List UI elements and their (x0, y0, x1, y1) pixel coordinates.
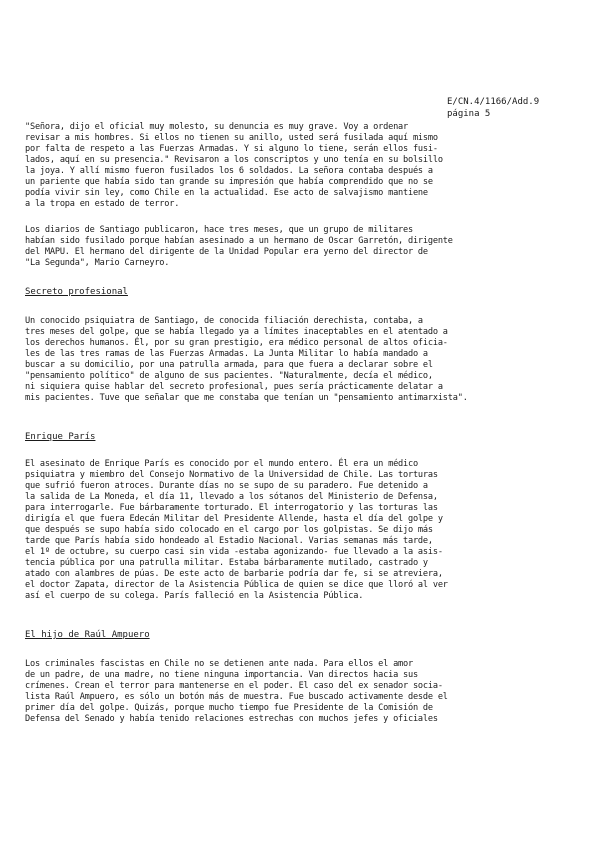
text-line: Los diarios de Santiago publicaron, hace tres meses, que un grupo de militares (25, 225, 413, 235)
text-line: lista Raúl Ampuero, es sólo un botón más de muestra. Fue buscado activamente desde el (25, 692, 448, 702)
text-line: a la tropa en estado de terror. (25, 199, 180, 209)
text-line: los derechos humanos. Él, por su gran prestigio, era médico personal de altos oficia- (25, 338, 448, 348)
text-line: tres meses del golpe, que se había llegado ya a límites inaceptables en el atentado a (25, 327, 448, 337)
text-line: Defensa del Senado y había tenido relaciones estrechas con muchos jefes y oficiales (25, 714, 438, 724)
text-line: atado con alambres de púas. De este acto de barbarie podría dar fe, si se atreviera, (25, 569, 443, 579)
text-line: tencia pública por una patrulla militar. Estaba bárbaramente mutilado, castrado y (25, 558, 428, 568)
text-line: la salida de La Moneda, el día 11, llevado a los sótanos del Ministerio de Defensa, (25, 492, 438, 502)
text-line: del MAPU. El hermano del dirigente de la Unidad Popular era yerno del director de (25, 247, 428, 257)
text-line: "pensamiento político" de alguno de sus pacientes. "Naturalmente, decía el médico, (25, 371, 433, 381)
text-line: buscar a su domicilio, por una patrulla armada, para que fuera a declarar sobre el (25, 360, 433, 370)
text-line: un pariente que había sido tan grande su impresión que había comprendido que no se (25, 177, 433, 187)
text-line: para interrogarle. Fue bárbaramente torturado. El interrogatorio y las torturas las (25, 503, 438, 513)
document-header (447, 96, 539, 120)
text-line: Un conocido psiquiatra de Santiago, de conocida filiación derechista, contaba, a (25, 316, 423, 326)
text-line: que sufrió fueron atroces. Durante días no se supo de su paradero. Fue detenido a (25, 481, 428, 491)
text-line: dirigía el que fuera Edecán Militar del Presidente Allende, hasta el día del golpe y (25, 514, 443, 524)
text-line: ni siquiera quise hablar del secreto profesional, pues sería prácticamente delatar a (25, 382, 443, 392)
text-line: les de las tres ramas de las Fuerzas Armadas. La Junta Militar lo había mandado a (25, 349, 428, 359)
text-line: el doctor Zapata, director de la Asistencia Pública de quien se dice que lloró al ver (25, 580, 448, 590)
text-line: Los criminales fascistas en Chile no se detienen ante nada. Para ellos el amor (25, 659, 413, 669)
document-reference: E/CN.4/1166/Add.9 (447, 97, 540, 107)
text-line: crímenes. Crean el terror para mantenerse en el poder. El caso del ex senador socia- (25, 681, 443, 691)
text-line: El asesinato de Enrique París es conocido por el mundo entero. Él era un médico (25, 459, 418, 469)
text-line: por falta de respeto a las Fuerzas Armadas. Y si alguno lo tiene, serán ellos fusi- (25, 144, 438, 154)
page-number: página 5 (447, 109, 491, 119)
text-line: tarde que París había sido hondeado al Estadio Nacional. Varias semanas más tarde, (25, 536, 433, 546)
text-line: la joya. Y allí mismo fueron fusilados los 6 soldados. La señora contaba después a (25, 166, 433, 176)
text-line: lados, aquí en su presencia." Revisaron a los conscriptos y uno tenía en su bolsillo (25, 155, 443, 165)
text-line: psiquiatra y miembro del Consejo Normativo de la Universidad de Chile. Las torturas (25, 470, 438, 480)
text-line: "Señora, dijo el oficial muy molesto, su denuncia es muy grave. Voy a ordenar (25, 122, 408, 132)
text-line: "La Segunda", Mario Carneyro. (25, 258, 170, 268)
text-line: habían sido fusilado porque habían asesinado a un hermano de Oscar Garretón, dirigente (25, 236, 453, 246)
section-heading: Secreto profesional (25, 287, 128, 297)
text-line: revisar a mis hombres. Si ellos no tienen su anillo, usted será fusilada aquí mismo (25, 133, 438, 143)
section-heading: El hijo de Raúl Ampuero (25, 630, 150, 640)
text-line: primer día del golpe. Quizás, porque mucho tiempo fue Presidente de la Comisión de (25, 703, 433, 713)
text-line: podía vivir sin ley, como Chile en la actualidad. Ese acto de salvajismo mantiene (25, 188, 428, 198)
section-heading: Enrique París (25, 432, 96, 442)
text-line: mis pacientes. Tuve que señalar que me constaba que tenían un "pensamiento antimarxista". (25, 393, 468, 403)
text-line: el 1º de octubre, su cuerpo casi sin vida -estaba agonizando- fue llevado a la asis- (25, 547, 443, 557)
text-line: así el cuerpo de su colega. París falleció en la Asistencia Pública. (25, 591, 364, 601)
text-line: que después se supo había sido colocado en el cargo por los golpistas. Se dijo más (25, 525, 433, 535)
text-line: de un padre, de una madre, no tiene ninguna importancia. Van directos hacia sus (25, 670, 418, 680)
